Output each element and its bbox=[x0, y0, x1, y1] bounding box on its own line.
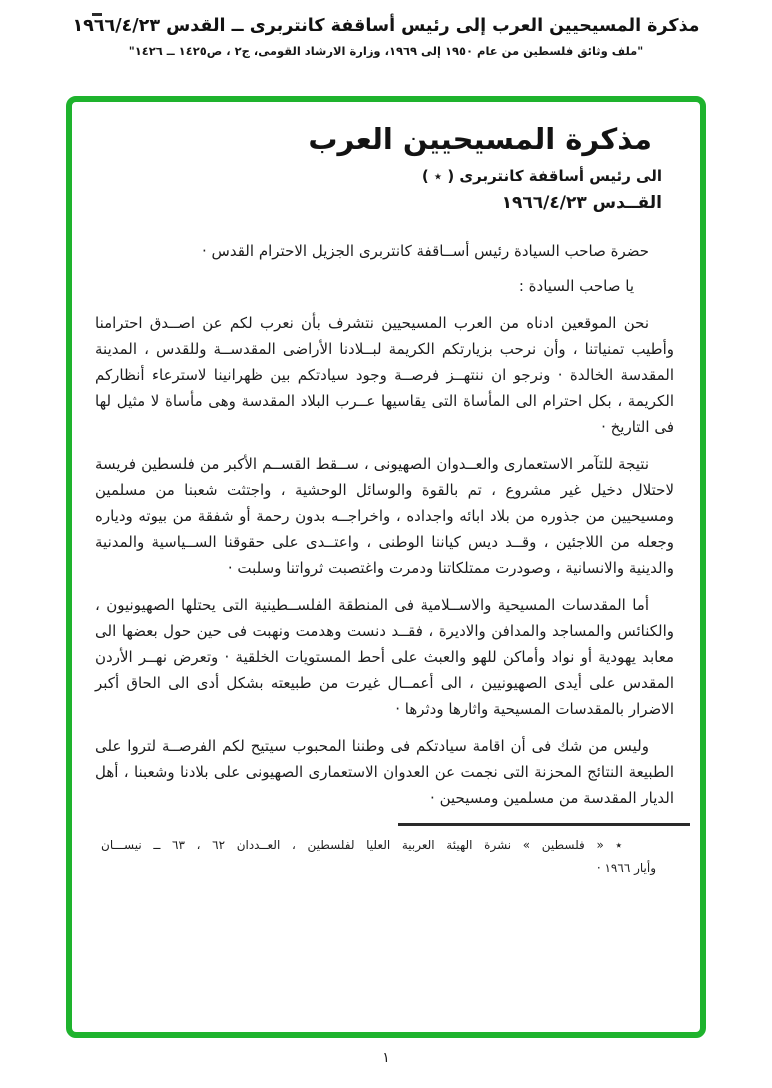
page-number: ١ bbox=[382, 1050, 390, 1066]
salutation-line: حضرة صاحب السيادة رئيس أســاقفة كانتربرى الجزيل الاحترام القدس · bbox=[202, 242, 649, 260]
footnote-citation-continued: وأيار ١٩٦٦ · bbox=[596, 861, 656, 875]
dateline: القــدس ١٩٦٦/٤/٢٣ bbox=[501, 193, 662, 213]
footnote bbox=[95, 834, 674, 880]
body-paragraph: نتيجة للتآمر الاستعمارى والعــدوان الصهيونى ، ســقط القســم الأكبر من فلسطين فريسة لاحتلال دخيل غير مشروع ، تم بالقوة والوسائل الوحشية ، واجتثت شعبنا من مسلمين ومسيحيين من جذوره من بلاد ابائه واجداده ، واخراجــه بدون رحمة أو شفقة من بيوته ودياره وجعله من اللاجئين ، وقــد ديس كياننا الوطنى ، واعتــدى على حقوقنا الســياسية والمدنية والدينية والانسانية ، وصودرت ممتلكاتنا ودمرت واغتصبت ثرواتنا وسلبت · bbox=[95, 455, 674, 577]
document-body bbox=[95, 238, 674, 811]
body-paragraph: وليس من شك فى أن اقامة سيادتكم فى وطننا المحبوب سيتيح لكم الفرصــة لتروا على الطبيعة النتائج المحزنة التى نجمت عن العدوان الاستعمارى الصهيونى على بلادنا وشعبنا ، أهل الديار المقدسة من مسلمين ومسيحين · bbox=[95, 737, 674, 807]
page-header bbox=[0, 16, 772, 58]
body-paragraph: أما المقدسات المسيحية والاســلامية فى المنطقة الفلســطينية التى يحتلها الصهيونيون ، والكنائس والمساجد والمدافن والاديرة ، فقــد دنست وهدمت ونهبت فى حين حول بعضها الى معابد يهودية أو نواد وأماكن للهو والعبث على أحط المستويات الخلقية · وتعرض نهــر الأردن المقدس على أيدى الصهيونيين ، الى أعمــال غيرت من طبيعته بشكل أدى الى الحاق أكبر الاضرار بالمقدسات المسيحية واثارها ودثرها · bbox=[95, 596, 674, 718]
document-title: مذكرة المسيحيين العرب bbox=[308, 122, 652, 156]
footnote-divider bbox=[398, 823, 690, 826]
body-paragraph: نحن الموقعين ادناه من العرب المسيحيين نتشرف بأن نعرب لكم عن اصــدق احترامنا وأطيب تمنياتنا ، وأن نرحب بزيارتكم الكريمة لبــلادنا الأراضى المقدســة وللقدس ، المدينة المقدسة الخالدة · ونرجو ان ننتهــز فرصــة وجود سيادتكم بين ظهرانينا لاسترعاء أنظاركم الكريمة ، بكل احترام الى المأساة التى يقاسيها عــرب البلاد المقدسة وهى مأساة لا مثيل لها فى التاريخ · bbox=[95, 314, 674, 436]
salutation-vocative: يا صاحب السيادة : bbox=[518, 277, 634, 295]
addressee-line: الى رئيس أساقفة كانتربرى ( ٭ ) bbox=[421, 167, 662, 185]
footnote-citation: ٭ « فلسطين » نشرة الهيئة العربية العليا لفلسطين ، العــددان ٦٢ ، ٦٣ ــ نيســـان bbox=[101, 838, 622, 852]
green-highlight-frame bbox=[66, 96, 706, 1038]
memo-source-citation: "ملف وثائق فلسطين من عام ١٩٥٠ إلى ١٩٦٩، وزارة الارشاد القومى، ج٢ ، ص١٤٢٥ ــ ١٤٢٦" bbox=[128, 44, 644, 58]
memo-header-title: مذكرة المسيحيين العرب إلى رئيس أساقفة كانتربرى ــ القدس ١٩٦٦/٤/٢٣ bbox=[72, 16, 700, 36]
